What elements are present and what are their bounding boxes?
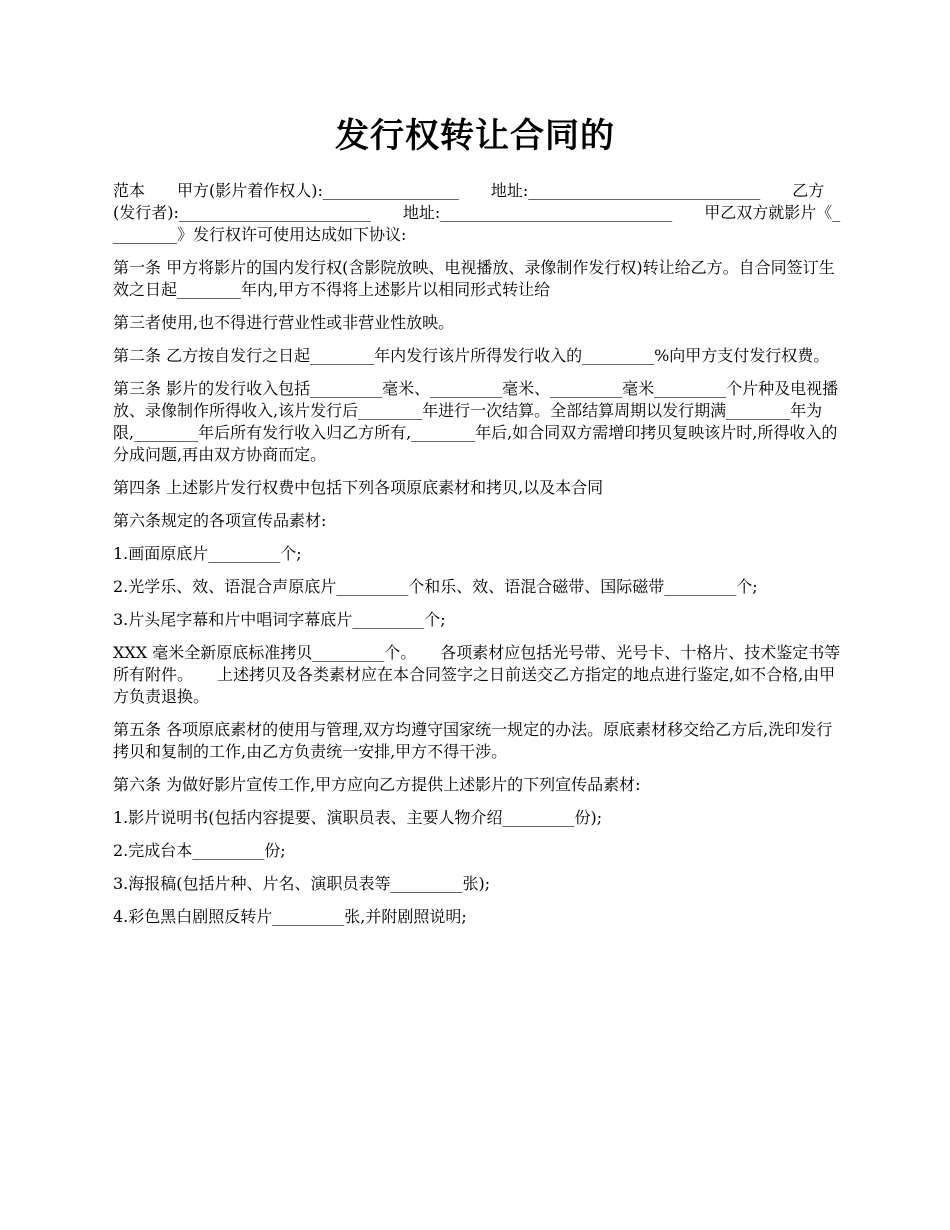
article-1-continuation: 第三者使用,也不得进行营业性或非营业性放映。: [113, 313, 455, 332]
list-item: 2.光学乐、效、语混合声原底片_________个和乐、效、语混合磁带、国际磁带_________个;: [113, 577, 758, 596]
preamble-paragraph: 范本 甲方(影片着作权人):_________________ 地址:_____________________________ 乙方(发行者):________________________ 地址:_____________________________ 甲乙双方就影片《_________》发行权许可使用达成如下协议:: [113, 181, 841, 244]
article-3-paragraph: 第三条 影片的发行收入包括_________毫米、_________毫米、_________毫米_________个片种及电视播放、录像制作所得收入,该片发行后________年进行一次结算。全部结算周期以发行期满________年为限,________年后所有发行收入归乙方所有,________年后,如合同双方需增印拷贝复映该片时,所得收入的分成问题,再由双方协商而定。: [113, 379, 839, 464]
list-item: 1.画面原底片_________个;: [113, 544, 302, 563]
document-body: [113, 180, 841, 939]
list-item: 2.完成台本_________份;: [113, 841, 286, 860]
document-title: 发行权转让合同的: [335, 116, 615, 156]
copy-requirements-paragraph: XXX 毫米全新原底标准拷贝_________个。 各项素材应包括光号带、光号卡、十格片、技术鉴定书等所有附件。 上述拷贝及各类素材应在本合同签字之日前送交乙方指定的地点进行鉴定,如不合格,由甲方负责退换。: [113, 643, 841, 706]
article-4-paragraph: 第四条 上述影片发行权费中包括下列各项原底素材和拷贝,以及本合同: [113, 478, 604, 497]
list-item: 4.彩色黑白剧照反转片_________张,并附剧照说明;: [113, 907, 467, 926]
article-6-paragraph: 第六条 为做好影片宣传工作,甲方应向乙方提供上述影片的下列宣传品素材:: [113, 775, 641, 794]
article-2-paragraph: 第二条 乙方按自发行之日起________年内发行该片所得发行收入的_________%向甲方支付发行权费。: [113, 346, 830, 365]
list-item: 1.影片说明书(包括内容提要、演职员表、主要人物介绍_________份);: [113, 808, 603, 827]
article-4-continuation: 第六条规定的各项宣传品素材:: [113, 511, 327, 530]
article-1-paragraph: 第一条 甲方将影片的国内发行权(含影院放映、电视播放、录像制作发行权)转让给乙方。自合同签订生效之日起________年内,甲方不得将上述影片以相同形式转让给: [113, 258, 835, 299]
list-item: 3.海报稿(包括片种、片名、演职员表等_________张);: [113, 874, 491, 893]
list-item: 3.片头尾字幕和片中唱词字幕底片_________个;: [113, 610, 446, 629]
article-5-paragraph: 第五条 各项原底素材的使用与管理,双方均遵守国家统一规定的办法。原底素材移交给乙方后,洗印发行拷贝和复制的工作,由乙方负责统一安排,甲方不得干涉。: [113, 720, 833, 761]
